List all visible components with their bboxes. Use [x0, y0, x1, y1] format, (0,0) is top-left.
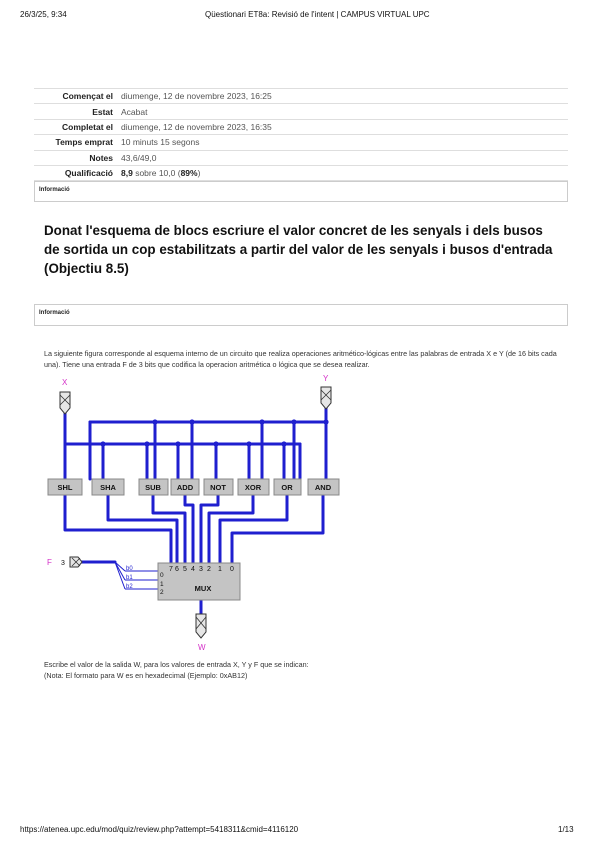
- alu-block-diagram: [0, 370, 599, 660]
- block-and: [308, 479, 339, 495]
- summary-label: Estat: [34, 104, 117, 119]
- intro-text: La siguiente figura corresponde al esquema interno de un circuito que realiza operaciones aritmético-lógicas entre las palabras de entrada X e Y (de 16 bits cada una). Tiene una entrada F de 3 bits que codifica la operacion aritmética o lógica que se desea realizar.: [44, 349, 557, 369]
- mux-input-index: 4: [191, 566, 195, 573]
- mux-input-index: 5: [183, 566, 187, 573]
- f-bit-label: b0: [126, 566, 133, 572]
- summary-row: [34, 135, 568, 150]
- mux-select-index: 0: [160, 572, 164, 579]
- input-x-label: X: [62, 378, 68, 387]
- mux-input-index: 0: [230, 566, 234, 573]
- summary-value: 43,6/49,0: [117, 150, 568, 165]
- summary-row: [34, 150, 568, 165]
- block-label: SHA: [100, 483, 116, 492]
- summary-label: Començat el: [34, 89, 117, 104]
- f-bit-label: b1: [126, 575, 133, 581]
- mux-select-index: 2: [160, 589, 164, 596]
- block-label: ADD: [176, 483, 194, 492]
- grade-mid: sobre 10,0 (: [132, 168, 181, 179]
- summary-label: Notes: [34, 150, 117, 165]
- summary-row: [34, 119, 568, 134]
- footer-page-number: 1/13: [558, 825, 574, 834]
- info-label: Informació: [39, 310, 70, 316]
- mux-input-index: 2: [207, 566, 211, 573]
- summary-label: Qualificació: [34, 165, 117, 180]
- mux-select-index: 1: [160, 581, 164, 588]
- question-line-1: Escribe el valor de la salida W, para los valores de entrada X, Y y F que se indican:: [44, 660, 309, 669]
- input-f-label: F: [47, 558, 52, 567]
- summary-value: 10 minuts 15 segons: [117, 135, 568, 150]
- footer-url: https://atenea.upc.edu/mod/quiz/review.php?attempt=5418311&cmid=4116120: [20, 825, 299, 834]
- grade-value: [117, 165, 568, 180]
- section-title: Donat l'esquema de blocs escriure el valor concret de les senyals i dels busos de sortida un cop estabilitzats a partir del valor de les senyals i busos d'entrada (Objectiu 8.5): [44, 223, 553, 276]
- mux-input-index: 3: [199, 566, 203, 573]
- block-label: AND: [314, 483, 332, 492]
- block-sha: [92, 479, 124, 495]
- output-w-label: W: [198, 643, 206, 652]
- block-sub: [139, 479, 168, 495]
- info-label: Informació: [39, 187, 70, 193]
- mux-input-index: 6: [175, 566, 179, 573]
- block-label: SHL: [57, 483, 73, 492]
- block-label: XOR: [244, 483, 262, 492]
- block-add: [171, 479, 199, 495]
- summary-row: [34, 104, 568, 119]
- grade-score: 8,9: [121, 168, 133, 179]
- grade-percent: 89%: [180, 168, 198, 179]
- mux-label: MUX: [194, 584, 212, 593]
- mux-input-index: 7: [169, 566, 173, 573]
- summary-value: Acabat: [117, 104, 568, 119]
- block-label: OR: [281, 483, 293, 492]
- info-box-1: [34, 181, 568, 202]
- print-datetime: 26/3/25, 9:34: [20, 10, 67, 19]
- summary-value: diumenge, 12 de novembre 2023, 16:35: [117, 119, 568, 134]
- question-line-2: (Nota: El formato para W es en hexadecimal (Ejemplo: 0xAB12): [44, 671, 248, 680]
- f-bit-label: b2: [126, 584, 133, 590]
- info-box-2: [34, 304, 568, 326]
- print-doc-title: Qüestionari ET8a: Revisió de l'intent | CAMPUS VIRTUAL UPC: [205, 10, 430, 19]
- summary-row: [34, 165, 568, 180]
- block-or: [274, 479, 301, 495]
- block-xor: [238, 479, 269, 495]
- block-shl: [48, 479, 82, 495]
- mux-input-index: 1: [218, 566, 222, 573]
- summary-label: Temps emprat: [34, 135, 117, 150]
- summary-row: [34, 89, 568, 104]
- attempt-summary-table: [34, 88, 568, 181]
- summary-label: Completat el: [34, 119, 117, 134]
- summary-value: diumenge, 12 de novembre 2023, 16:25: [117, 89, 568, 104]
- input-y-label: Y: [323, 374, 329, 383]
- grade-end: ): [197, 168, 201, 179]
- block-label: SUB: [145, 483, 161, 492]
- block-not: [204, 479, 233, 495]
- f-bus-width: 3: [61, 560, 65, 567]
- w-output-pin-icon: [196, 614, 206, 638]
- block-label: NOT: [210, 483, 226, 492]
